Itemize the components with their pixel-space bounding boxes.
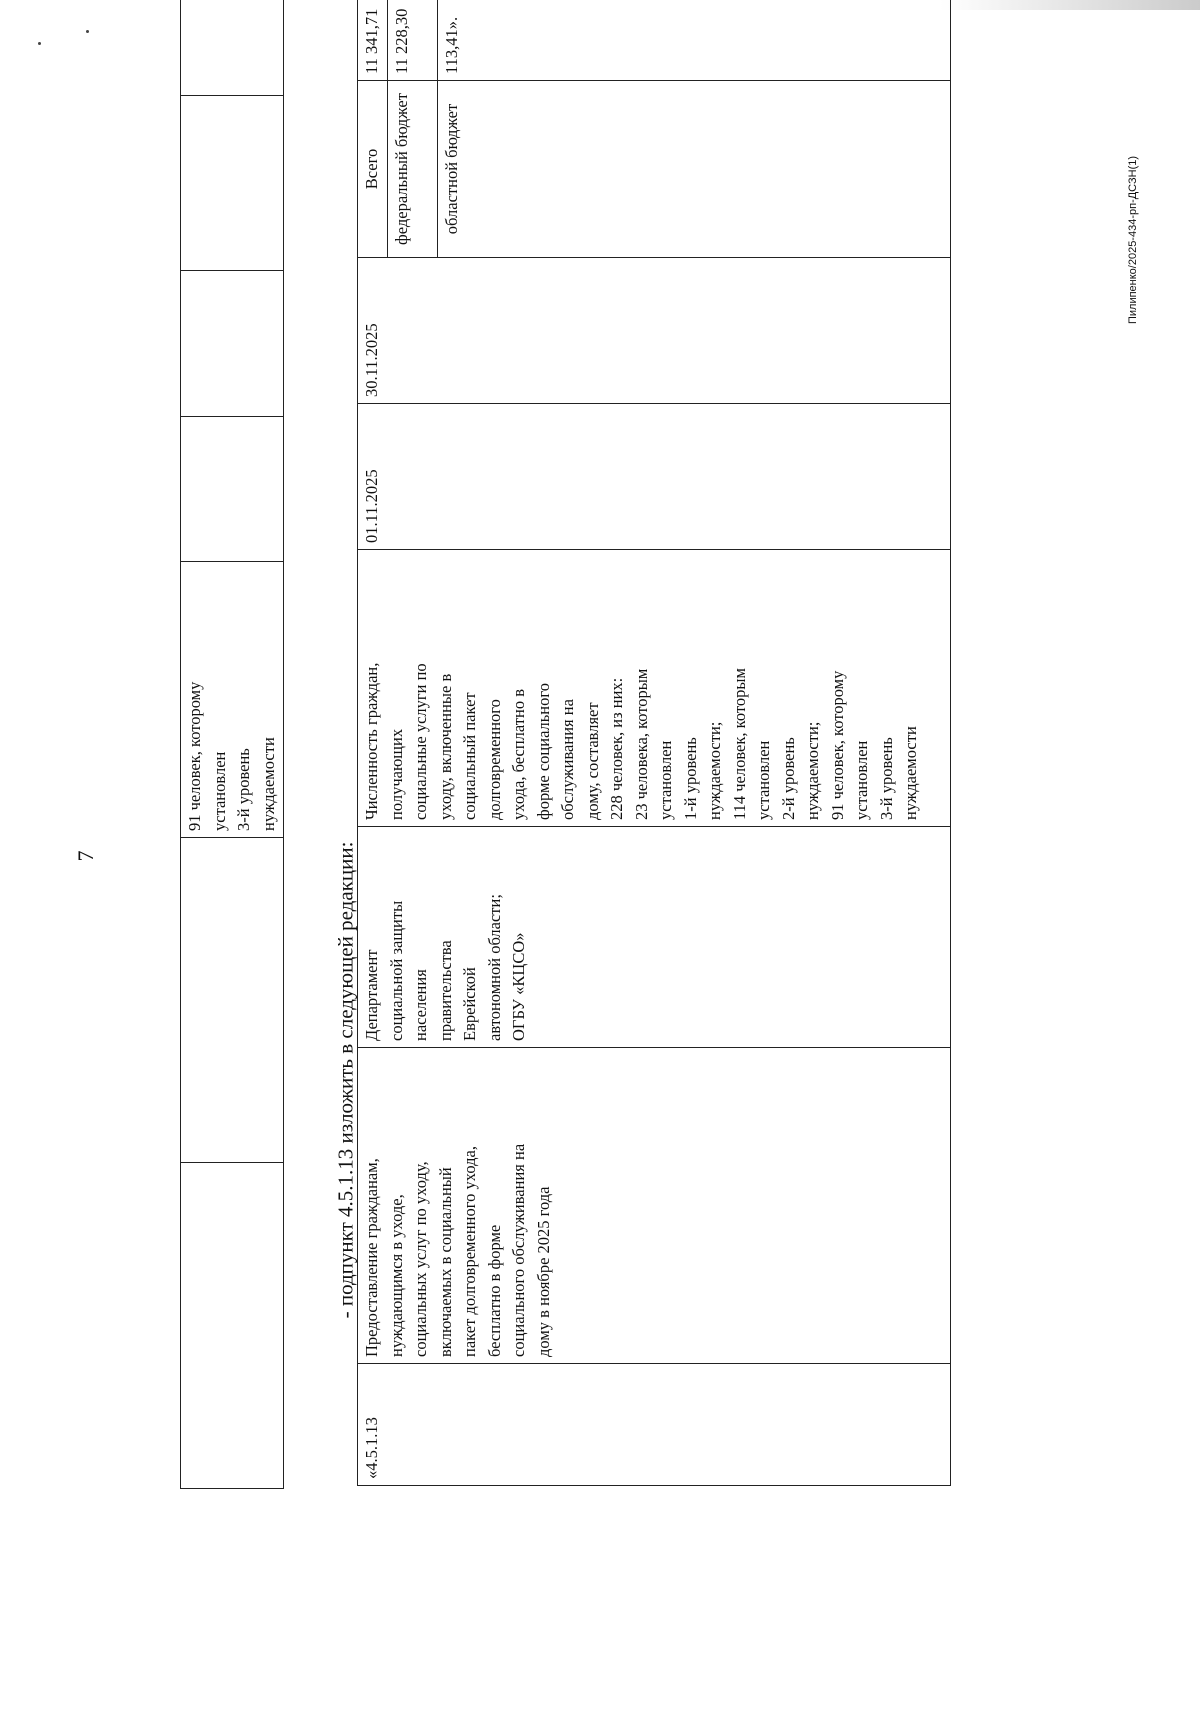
end-date: 30.11.2025 bbox=[358, 258, 951, 404]
cont-cell-number bbox=[181, 1163, 284, 1489]
cont-cell-indicator: 91 человек, которому установлен 3-й уровень нуждаемости bbox=[181, 562, 284, 838]
source-federal-label: федеральный бюджет bbox=[387, 81, 437, 258]
cont-cell-end bbox=[181, 271, 284, 417]
amount-regional: 113,41». bbox=[437, 0, 951, 81]
scan-speck bbox=[38, 42, 41, 45]
source-regional-label: областной бюджет bbox=[437, 81, 951, 258]
page-number: 7 bbox=[73, 850, 98, 862]
document-footer-code: Пилипенко/2025-434-рп-ДСЗН(1) bbox=[1127, 155, 1139, 325]
scan-edge-shadow bbox=[940, 0, 1200, 10]
item-number: «4.5.1.13 bbox=[358, 1364, 951, 1486]
cont-cell-event bbox=[181, 838, 284, 1163]
event-description: Предоставление гражданам, нуждающимся в уходе, социальных услуг по уходу, включаемых в социальный пакет долговременного ухода, бесплатно в форме социального обслуживания на дому в ноябре 2025 года bbox=[358, 1048, 951, 1364]
continuation-table bbox=[180, 0, 284, 1489]
cont-cell-source bbox=[181, 96, 284, 271]
executor: Департамент социальной защиты населения правительства Еврейской автономной области; ОГБУ «КЦСО» bbox=[358, 827, 951, 1048]
result-indicator: Численность граждан, получающих социальные услуги по уходу, включенные в социальный пакет долговременного ухода, бесплатно в форме социального обслуживания на дому, составляет 228 человек, из них: 23 человека, которым установлен 1-й уровень нуждаемости; 114 человек, которым установлен 2-й уровень нуждаемости; 91 человек, которому установлен 3-й уровень нуждаемости bbox=[358, 550, 951, 827]
source-total-label: Всего bbox=[358, 81, 388, 258]
amount-total: 11 341,71 bbox=[358, 0, 388, 81]
amendment-intro-text: - подпункт 4.5.1.13 изложить в следующей редакции: bbox=[333, 841, 358, 1319]
cont-cell-start bbox=[181, 417, 284, 562]
amount-federal: 11 228,30 bbox=[387, 0, 437, 81]
start-date: 01.11.2025 bbox=[358, 404, 951, 550]
cont-cell-amount bbox=[181, 0, 284, 96]
amended-row-table bbox=[357, 0, 951, 1486]
scan-speck bbox=[86, 30, 89, 33]
